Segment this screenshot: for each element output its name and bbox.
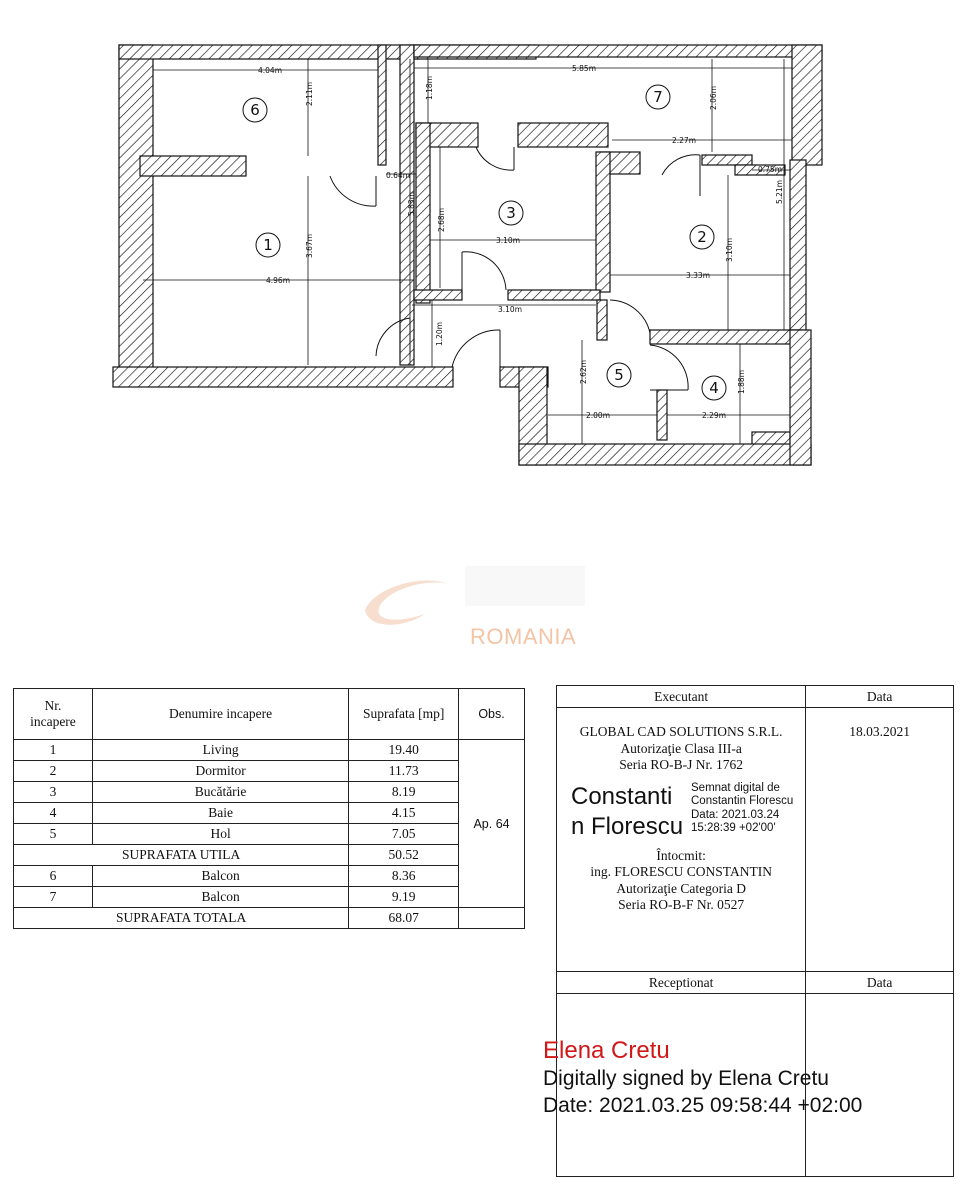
dim-075: 0.75m [758,165,783,174]
company-series: Seria RO-B-J Nr. 1762 [619,757,744,772]
row-area: 4.15 [349,803,459,824]
header-nr: Nr. incapere [14,689,93,740]
dim-7-h: 2.06m [709,85,718,110]
company-authorization: Autorizaţie Clasa III-a [620,740,742,756]
rooms-table [13,688,525,929]
executant-cell [557,708,806,972]
row-nr: 2 [14,761,93,782]
row-name: Bucătărie [92,782,348,803]
engineer-series: Seria RO-B-F Nr. 0527 [618,897,745,912]
dim-3-w: 3.10m [496,236,521,245]
dim-1-w: 4.96m [266,276,291,285]
table-row [14,761,525,782]
signature-name-line2: n Florescu [571,812,684,840]
total-obs [459,908,525,929]
executant-header: Executant [557,686,806,708]
dim-4-h: 1.88m [737,369,746,394]
table-row [14,824,525,845]
dim-3-h: 2.68m [437,207,446,232]
table-row [14,887,525,908]
second-digital-signature [543,1037,862,1119]
row-nr: 7 [14,887,93,908]
dim-310b: 3.10m [498,305,523,314]
received-header: Receptionat [557,972,806,994]
dim-4-w: 2.29m [702,411,727,420]
obs-value: Ap. 64 [473,816,510,831]
subtotal-area: 50.52 [349,845,459,866]
row-nr: 6 [14,866,93,887]
room-1-number: 1 [263,236,273,254]
signer-line-1: Digitally signed by Elena Cretu [543,1067,829,1090]
row-nr: 5 [14,824,93,845]
engineer-authorization: Autorizaţie Categoria D [616,880,747,896]
dim-5-w: 2.00m [586,411,611,420]
signature-meta-2: Constantin Florescu [691,795,794,807]
dim-6-h: 2.11m [305,81,314,106]
signature-name-line1: Constanti [571,782,673,810]
date-cell [806,708,954,972]
signature-meta-3: Data: 2021.03.24 [691,808,780,821]
doors [330,147,700,390]
header-name: Denumire incapere [92,689,348,740]
row-nr: 4 [14,803,93,824]
total-label: SUPRAFATA TOTALA [14,908,349,929]
row-area: 19.40 [349,740,459,761]
rooms-table-header [14,689,525,740]
signature-meta-4: 15:28:39 +02'00' [691,822,776,834]
dim-521: 5.21m [775,179,784,204]
header-obs: Obs. [459,689,525,740]
data-header-2: Data [806,972,954,994]
row-name: Dormitor [92,761,348,782]
table-row [14,803,525,824]
table-row [14,866,525,887]
dim-118: 1.18m [425,75,434,100]
signer-line-2: Date: 2021.03.25 09:58:44 +02:00 [543,1094,863,1117]
room-2-number: 2 [697,228,707,246]
row-area: 8.36 [349,866,459,887]
prepared-label: Întocmit: [656,847,706,863]
dim-2-w: 3.33m [686,271,711,280]
row-name: Baie [92,803,348,824]
dim-5-h: 2.62m [579,359,588,384]
dim-7-w: 5.85m [572,64,597,73]
subtotal-label: SUPRAFATA UTILA [14,845,349,866]
execution-date: 18.03.2021 [849,724,911,739]
subtotal-row [14,845,525,866]
dim-1-h: 3.67m [305,233,314,258]
dim-6-w: 4.04m [258,66,283,75]
row-nr: 3 [14,782,93,803]
table-row [14,782,525,803]
dim-7-w2: 2.27m [672,136,697,145]
obs-cell [459,740,525,908]
room-6-number: 6 [250,101,260,119]
row-area: 9.19 [349,887,459,908]
room-markers [243,85,726,400]
row-nr: 1 [14,740,93,761]
room-7-number: 7 [653,88,663,106]
data-header: Data [806,686,954,708]
signature-meta-1: Semnat digital de [691,781,780,794]
company-name: GLOBAL CAD SOLUTIONS S.R.L. [579,724,783,739]
table-row [14,740,525,761]
watermark-text: ROMANIA [470,624,577,649]
dim-120: 1.20m [435,321,444,346]
room-5-number: 5 [614,366,624,384]
row-area: 11.73 [349,761,459,782]
digital-signature [557,782,805,842]
dim-583: 5.83m [407,191,416,216]
row-name: Balcon [92,866,348,887]
row-name: Hol [92,824,348,845]
room-4-number: 4 [709,379,719,397]
floor-plan [0,0,960,480]
engineer-name: ing. FLORESCU CONSTANTIN [590,864,772,879]
row-area: 8.19 [349,782,459,803]
total-row [14,908,525,929]
dim-2-h: 3.10m [725,237,734,262]
dim-064: 0.64m [386,171,411,180]
total-area: 68.07 [349,908,459,929]
room-3-number: 3 [506,204,516,222]
row-area: 7.05 [349,824,459,845]
signer-name: Elena Cretu [543,1037,670,1064]
row-name: Balcon [92,887,348,908]
header-area: Suprafata [mp] [349,689,459,740]
row-name: Living [92,740,348,761]
